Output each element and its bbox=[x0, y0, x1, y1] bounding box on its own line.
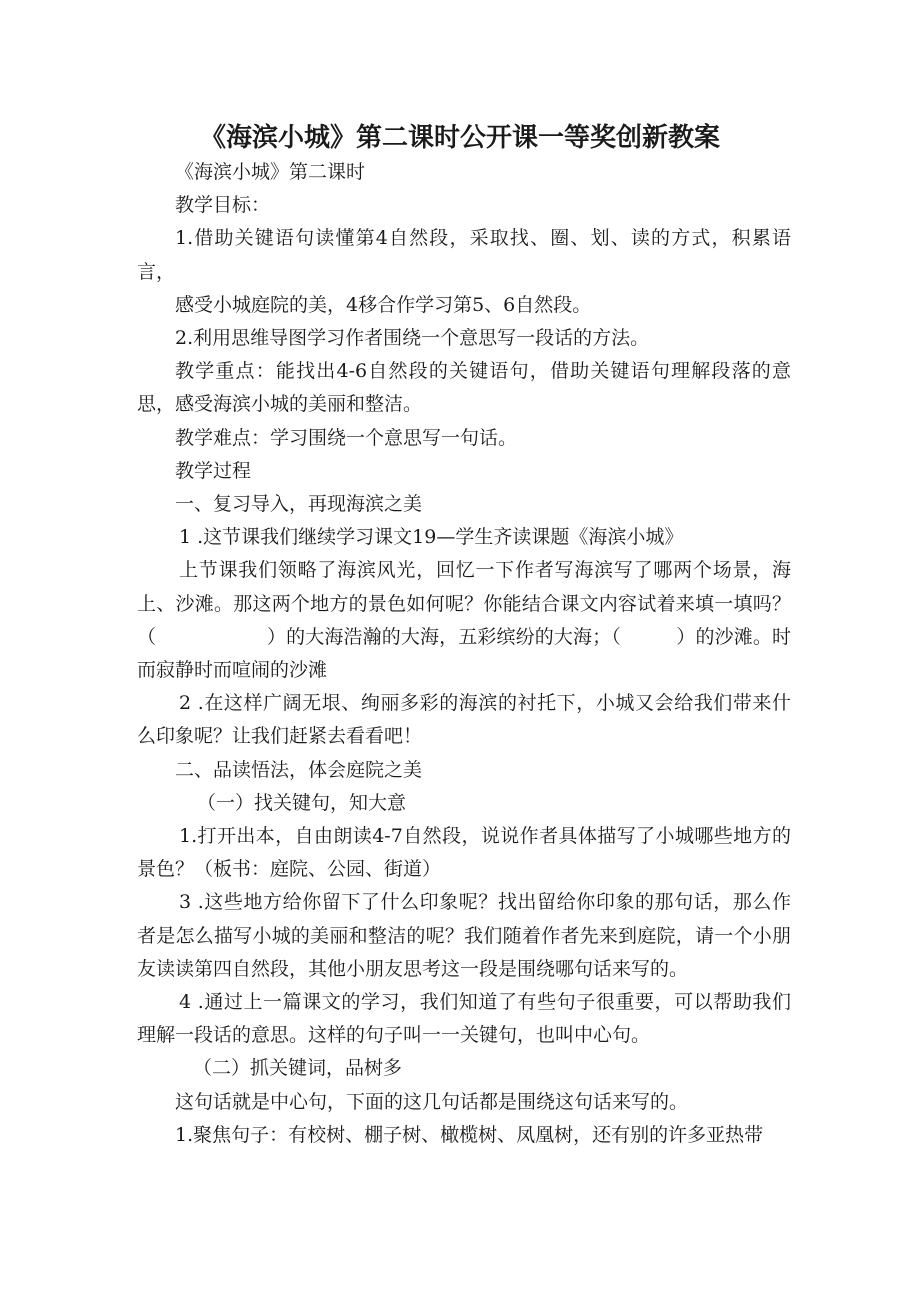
paragraph-goal-1: 1.借助关键语句读懂第4自然段，采取找、圈、划、读的方式，积累语言， bbox=[137, 227, 791, 283]
paragraph-center-sentence: 这句话就是中心句，下面的这几句话都是围绕这句话来写的。 bbox=[175, 1090, 689, 1113]
subsection-heading-2: （二）抓关键词，品树多 bbox=[193, 1057, 403, 1080]
paragraph-teaching-goals: 教学目标： bbox=[175, 194, 271, 217]
paragraph-difficulty: 教学难点：学习围绕一个意思写一句话。 bbox=[175, 426, 518, 449]
section-heading-1: 一、复习导入，再现海滨之美 bbox=[175, 493, 423, 516]
subtitle: 《海滨小城》第二课时 bbox=[175, 161, 366, 183]
paragraph-goal-2: 2.利用思维导图学习作者围绕一个意思写一段话的方法。 bbox=[175, 327, 650, 350]
subsection-heading-1: （一）找关键句，知大意 bbox=[197, 791, 407, 814]
paragraph-step-4: 4 .通过上一篇课文的学习，我们知道了有些句子很重要，可以帮助我们理解一段话的意思。这样的句子叫一一关键句，也叫中心句。 bbox=[137, 991, 791, 1047]
section-heading-2: 二、品读悟法，体会庭院之美 bbox=[175, 758, 423, 781]
paragraph-key-points: 教学重点：能找出4-6自然段的关键语句，借助关键语句理解段落的意思，感受海滨小城的美丽和整洁。 bbox=[137, 360, 791, 416]
paragraph-process-heading: 教学过程 bbox=[175, 459, 252, 482]
paragraph-review: 上节课我们领略了海滨风光，回忆一下作者写海滨写了哪两个场景，海上、沙滩。那这两个地方的景色如何呢？你能结合课文内容试着来填一填吗？（ ）的大海浩瀚的大海，五彩缤纷的大海；（ ）的沙滩。时而寂静时而喧闹的沙滩 bbox=[137, 559, 791, 682]
document-title: 《海滨小城》第二课时公开课一等奖创新教案 bbox=[199, 123, 720, 153]
paragraph-step-1: 1 .这节课我们继续学习课文19—学生齐读课题《海滨小城》 bbox=[179, 526, 684, 549]
paragraph-step-2: 2 .在这样广阔无垠、绚丽多彩的海滨的衬托下，小城又会给我们带来什么印象呢？让我们赶紧去看看吧！ bbox=[137, 692, 791, 748]
paragraph-read-4-7: 1.打开出本，自由朗读4-7自然段，说说作者具体描写了小城哪些地方的景色？（板书：庭院、公园、街道） bbox=[137, 825, 791, 881]
paragraph-focus-sentence: 1.聚焦句子：有校树、棚子树、橄榄树、凤凰树，还有别的许多亚热带 bbox=[175, 1123, 764, 1146]
paragraph-goal-1-cont: 感受小城庭院的美，4移合作学习第5、6自然段。 bbox=[175, 293, 592, 316]
paragraph-step-3: 3 .这些地方给你留下了什么印象呢？找出留给你印象的那句话，那么作者是怎么描写小城的美丽和整洁的呢？我们随着作者先来到庭院，请一个小朋友读读第四自然段，其他小朋友思考这一段是围绕哪句话来写的。 bbox=[137, 891, 791, 980]
document-body bbox=[137, 156, 791, 1152]
